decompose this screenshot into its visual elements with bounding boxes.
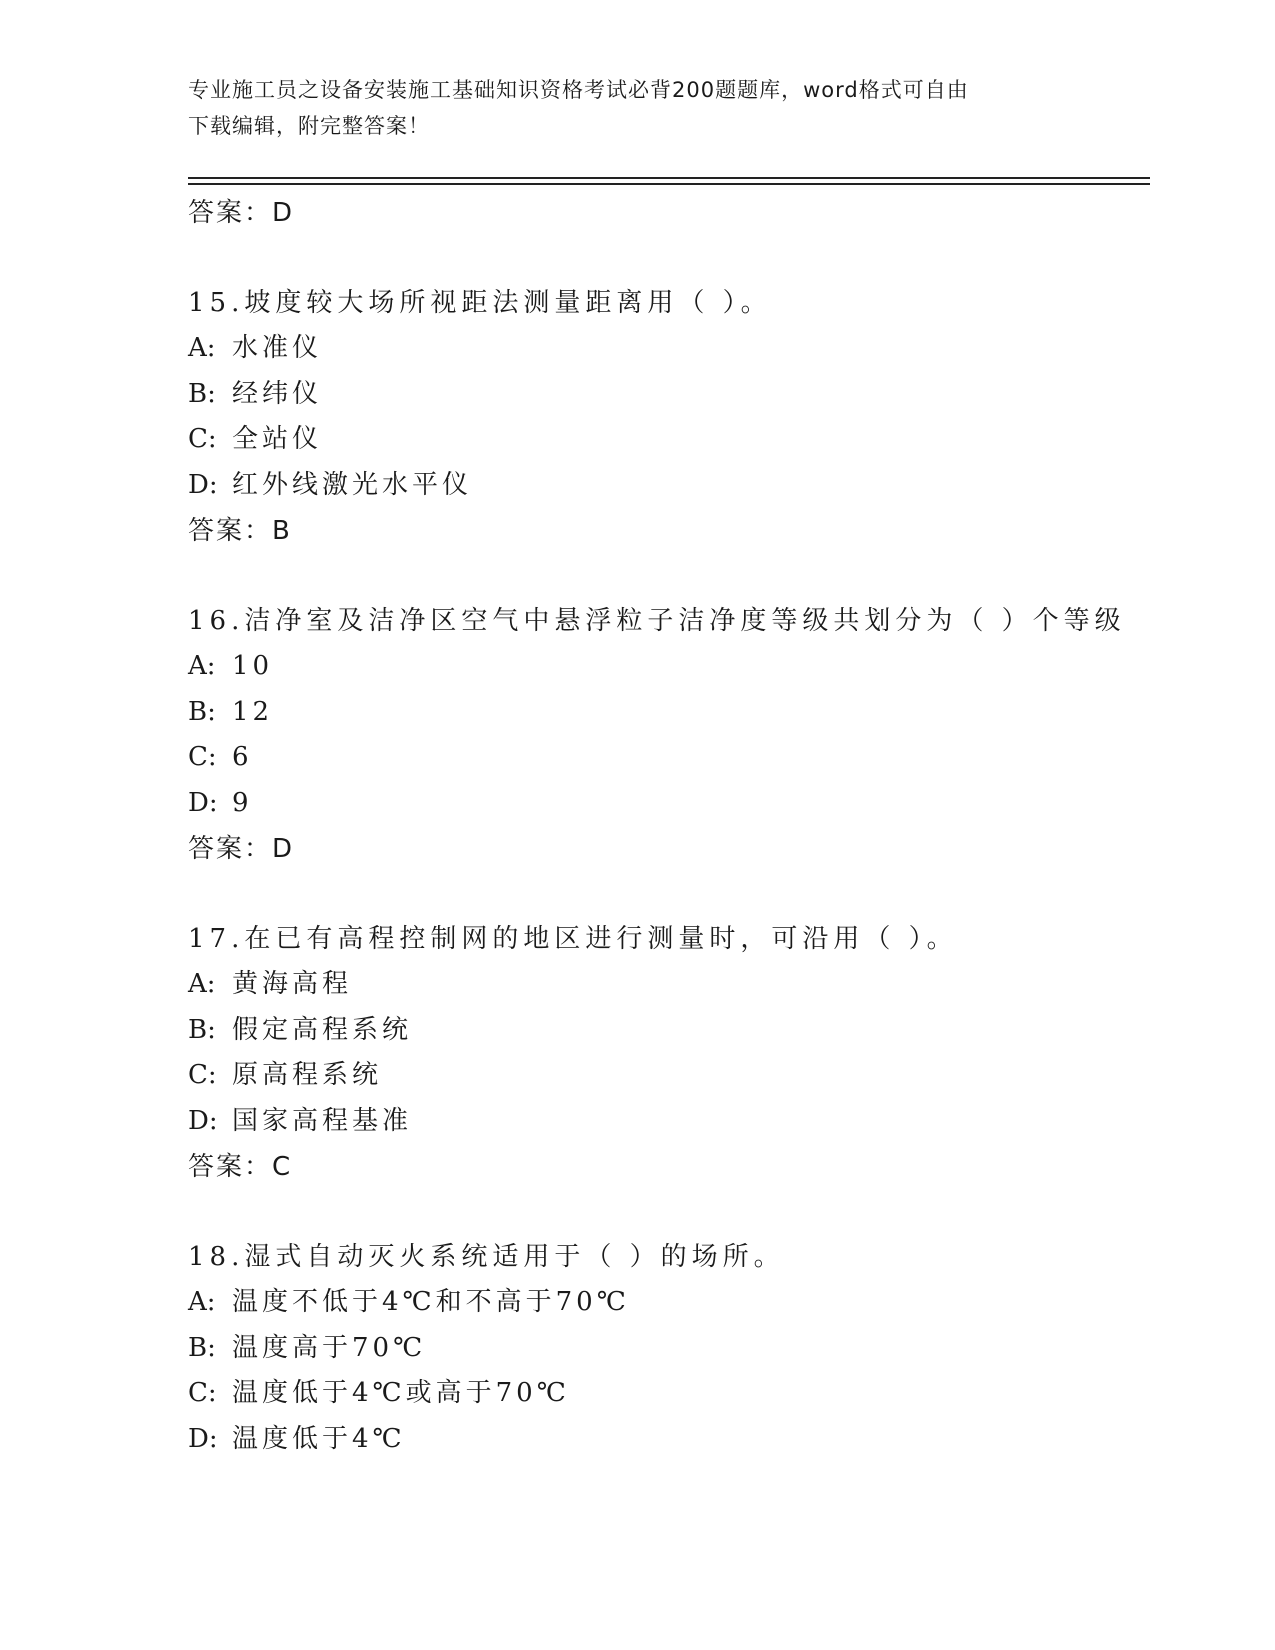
- option-a: [188, 962, 1148, 1008]
- option-key: D:: [188, 469, 218, 500]
- option-c: [188, 417, 1148, 463]
- option-text: 温度低于4℃: [232, 1423, 406, 1454]
- header-rule-bottom: [188, 183, 1150, 185]
- document-header: [188, 72, 1088, 144]
- previous-answer: 答案：D: [188, 198, 295, 228]
- option-key: C:: [188, 742, 217, 772]
- answer: 答案：B: [188, 516, 292, 546]
- question-text: 15.坡度较大场所视距法测量距离用（ ）。: [188, 288, 772, 318]
- option-key: B:: [188, 696, 216, 727]
- option-text: 温度高于70℃: [232, 1332, 427, 1363]
- option-d: [188, 1417, 1148, 1463]
- option-b: [188, 372, 1148, 418]
- option-key: B:: [188, 378, 216, 409]
- question-16: [188, 598, 1148, 872]
- option-text: 国家高程基准: [232, 1105, 413, 1136]
- question-18: [188, 1234, 1148, 1462]
- option-d: [188, 463, 1148, 509]
- option-text: 红外线激光水平仪: [232, 469, 473, 500]
- option-text: 水准仪: [232, 333, 323, 363]
- option-text: 6: [232, 742, 253, 772]
- option-c: [188, 1053, 1148, 1099]
- option-key: A:: [188, 1287, 216, 1317]
- header-line-1: 专业施工员之设备安装施工基础知识资格考试必背200题题库，word格式可自由: [188, 78, 969, 102]
- question-15: [188, 280, 1148, 554]
- option-text: 黄海高程: [232, 969, 353, 999]
- option-b: [188, 1326, 1148, 1372]
- option-b: [188, 1008, 1148, 1054]
- option-key: A:: [188, 969, 216, 999]
- option-text: 10: [232, 651, 274, 681]
- option-a: [188, 1280, 1148, 1326]
- option-d: [188, 781, 1148, 827]
- option-key: D:: [188, 1423, 218, 1454]
- option-text: 12: [232, 696, 274, 727]
- option-text: 经纬仪: [232, 378, 323, 409]
- question-text: 17.在已有高程控制网的地区进行测量时，可沿用（ ）。: [188, 924, 958, 954]
- header-line-2: 下载编辑，附完整答案！: [188, 114, 430, 138]
- header-rule-top: [188, 177, 1150, 179]
- option-key: B:: [188, 1332, 216, 1363]
- option-b: [188, 690, 1148, 736]
- option-text: 假定高程系统: [232, 1014, 413, 1045]
- option-a: [188, 644, 1148, 690]
- option-key: C:: [188, 424, 217, 454]
- option-text: 温度低于4℃或高于70℃: [232, 1378, 570, 1408]
- question-17: [188, 916, 1148, 1190]
- option-c: [188, 1371, 1148, 1417]
- document-content: [188, 190, 1148, 1462]
- answer: 答案：C: [188, 1152, 293, 1182]
- question-text: 18.湿式自动灭火系统适用于（ ）的场所。: [188, 1242, 785, 1272]
- option-text: 温度不低于4℃和不高于70℃: [232, 1287, 630, 1317]
- option-key: C:: [188, 1060, 217, 1090]
- question-text: 16.洁净室及洁净区空气中悬浮粒子洁净度等级共划分为（ ）个等级: [188, 606, 1126, 636]
- option-text: 原高程系统: [232, 1060, 383, 1090]
- option-c: [188, 735, 1148, 781]
- option-key: D:: [188, 1105, 218, 1136]
- option-text: 全站仪: [232, 424, 323, 454]
- option-key: A:: [188, 651, 216, 681]
- answer: 答案：D: [188, 834, 295, 864]
- option-a: [188, 326, 1148, 372]
- option-key: A:: [188, 333, 216, 363]
- option-key: B:: [188, 1014, 216, 1045]
- option-key: C:: [188, 1378, 217, 1408]
- option-text: 9: [232, 787, 253, 818]
- option-d: [188, 1099, 1148, 1145]
- option-key: D:: [188, 787, 218, 818]
